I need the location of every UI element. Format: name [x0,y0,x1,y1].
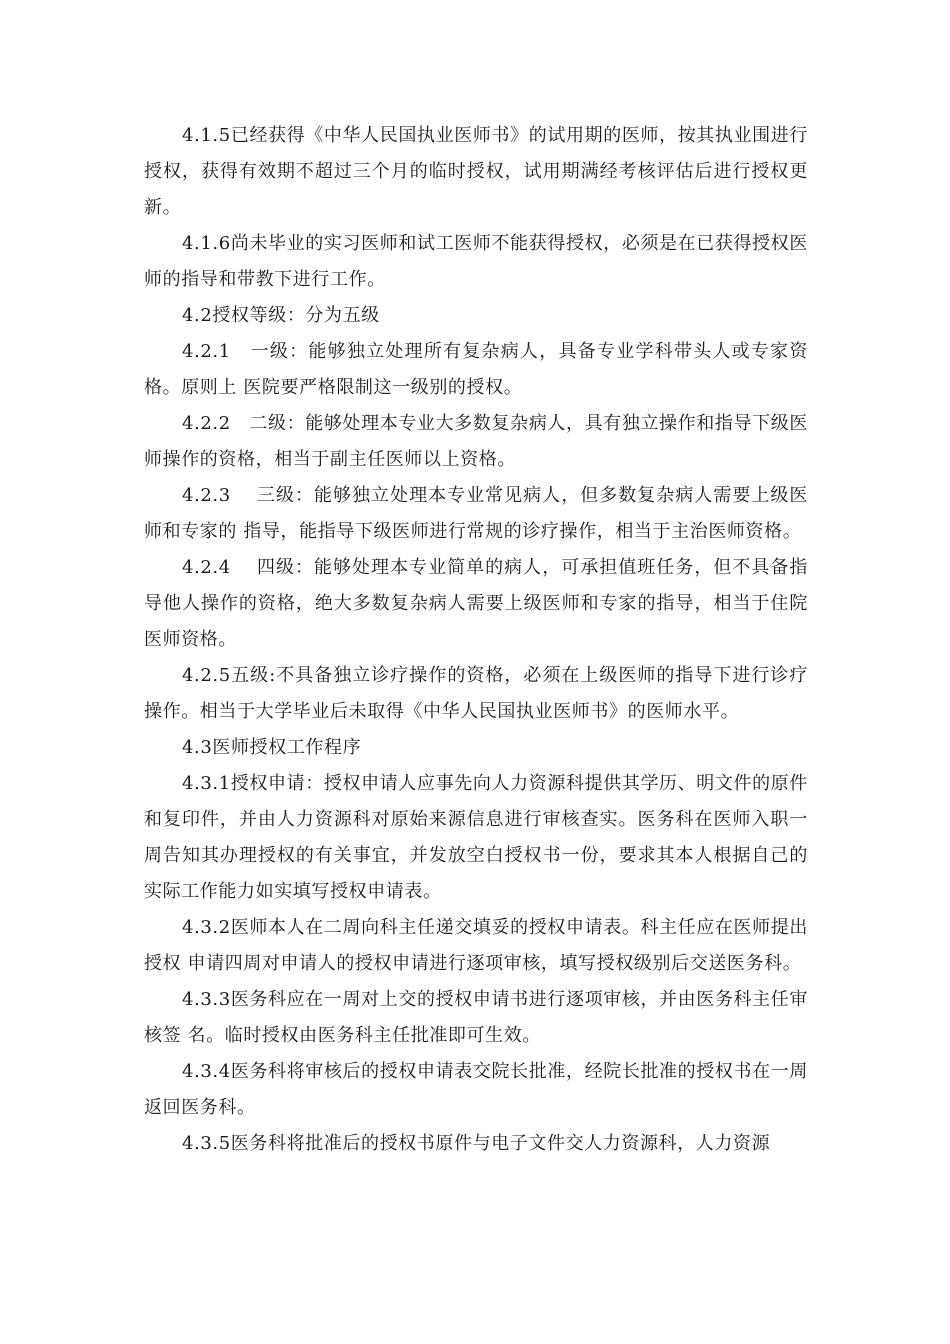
paragraph-4-3-2: 4.3.2医师本人在二周向科主任递交填妥的授权申请表。科主任应在医师提出授权 申请四周对申请人的授权申请进行逐项审核，填写授权级别后交送医务科。 [144,917,808,974]
section-heading-4-3: 4.3医师授权工作程序 [182,737,362,758]
paragraph-4-2-4: 4.2.4 四级：能够处理本专业简单的病人，可承担值班任务，但不具备指导他人操作的资格，绝大多数复杂病人需要上级医师和专家的指导，相当于住院医师资格。 [144,557,808,650]
section-heading-4-2: 4.2授权等级：分为五级 [182,305,380,326]
paragraph-4-2-3: 4.2.3 三级：能够独立处理本专业常见病人，但多数复杂病人需要上级医师和专家的 指导，能指导下级医师进行常规的诊疗操作，相当于主治医师资格。 [144,485,808,542]
paragraph-4-1-6: 4.1.6尚未毕业的实习医师和试工医师不能获得授权，必须是在已获得授权医师的指导和带教下进行工作。 [144,233,808,290]
paragraph-4-2-1: 4.2.1 一级：能够独立处理所有复杂病人，具备专业学科带头人或专家资格。原则上 医院要严格限制这一级别的授权。 [144,341,808,398]
paragraph-4-2-2: 4.2.2 二级：能够处理本专业大多数复杂病人，具有独立操作和指导下级医师操作的资格，相当于副主任医师以上资格。 [144,413,808,470]
paragraph-4-1-5: 4.1.5已经获得《中华人民国执业医师书》的试用期的医师，按其执业围进行授权，获得有效期不超过三个月的临时授权，试用期满经考核评估后进行授权更新。 [144,125,808,218]
document-body [144,118,808,1162]
paragraph-4-3-3: 4.3.3医务科应在一周对上交的授权申请书进行逐项审核，并由医务科主任审核签 名。临时授权由医务科主任批准即可生效。 [144,989,808,1046]
paragraph-4-3-4: 4.3.4医务科将审核后的授权申请表交院长批准，经院长批准的授权书在一周返回医务科。 [144,1061,808,1118]
paragraph-4-3-5: 4.3.5医务科将批准后的授权书原件与电子文件交人力资源科，人力资源 [182,1133,771,1154]
paragraph-4-3-1: 4.3.1授权申请：授权申请人应事先向人力资源科提供其学历、明文件的原件和复印件，并由人力资源科对原始来源信息进行审核查实。医务科在医师入职一周告知其办理授权的有关事宜，并发放空白授权书一份，要求其本人根据自己的实际工作能力如实填写授权申请表。 [144,773,808,902]
paragraph-4-2-5: 4.2.5五级:不具备独立诊疗操作的资格，必须在上级医师的指导下进行诊疗操作。相当于大学毕业后未取得《中华人民国执业医师书》的医师水平。 [144,665,808,722]
